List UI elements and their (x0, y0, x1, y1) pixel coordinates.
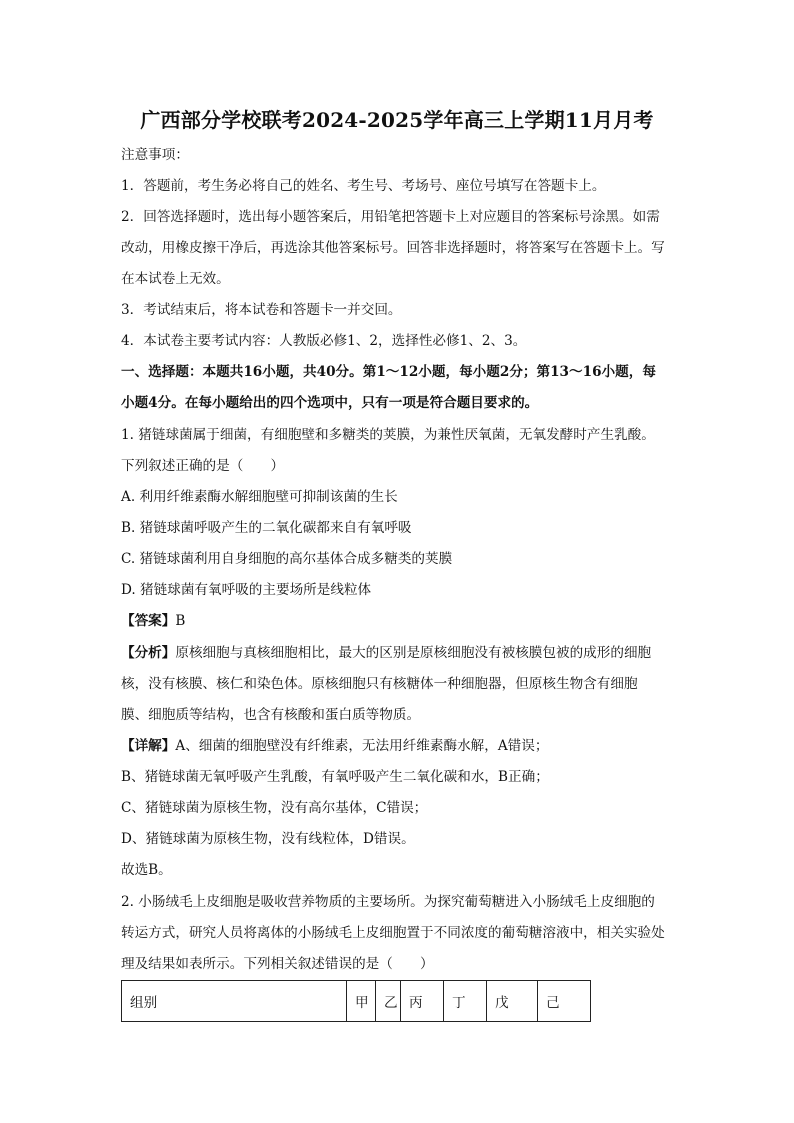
q1-analysis-line3: 膜、细胞质等结构，也含有核酸和蛋白质等物质。 (121, 707, 421, 723)
table-cell-wu: 戊 (487, 981, 538, 1022)
q1-detail-line4: D、猪链球菌为原核生物，没有线粒体，D错误。 (121, 831, 415, 847)
q1-stem-line1: 1. 猪链球菌属于细菌，有细胞壁和多糖类的荚膜，为兼性厌氧菌，无氧发酵时产生乳酸。 (121, 427, 655, 443)
analysis-tag: 【分析】 (121, 645, 176, 661)
q2-stem-line2: 转运方式，研究人员将离体的小肠绒毛上皮细胞置于不同浓度的葡萄糖溶液中，相关实验处 (121, 925, 665, 941)
answer-value: B (175, 613, 186, 629)
q1-detail-line1 (121, 736, 681, 756)
notice-item-1: 1．答题前，考生务必将自己的姓名、考生号、考场号、座位号填写在答题卡上。 (121, 178, 606, 194)
q2-stem-line1: 2. 小肠绒毛上皮细胞是吸收营养物质的主要场所。为探究葡萄糖进入小肠绒毛上皮细胞的 (121, 894, 655, 910)
experiment-table (121, 980, 591, 1022)
notice-item-3: 3．考试结束后，将本试卷和答题卡一并交回。 (121, 302, 402, 318)
q1-option-b: B. 猪链球菌呼吸产生的二氧化碳都来自有氧呼吸 (121, 520, 412, 536)
q2-stem-line3: 理及结果如表所示。下列相关叙述错误的是（ ） (121, 956, 434, 972)
exam-title: 广西部分学校联考2024-2025学年高三上学期11月月考 (140, 108, 654, 132)
table-cell-ji: 己 (538, 981, 591, 1022)
q1-detail-line2: B、猪链球菌无氧呼吸产生乳酸，有氧呼吸产生二氧化碳和水，B正确； (121, 769, 549, 785)
table-cell-ding: 丁 (444, 981, 487, 1022)
notice-heading: 注意事项： (121, 147, 189, 163)
notice-item-2: 2．回答选择题时，选出每小题答案后，用铅笔把答题卡上对应题目的答案标号涂黑。如需 (121, 209, 660, 225)
q1-option-a: A. 利用纤维素酶水解细胞壁可抑制该菌的生长 (121, 489, 398, 505)
table-cell-bing: 丙 (401, 981, 444, 1022)
q1-analysis-line2: 核，没有核膜、核仁和染色体。原核细胞只有核糖体一种细胞器，但原核生物含有细胞 (121, 676, 638, 692)
notice-item-2-end: 在本试卷上无效。 (121, 271, 230, 287)
notice-item-2-cont: 改动，用橡皮擦干净后，再选涂其他答案标号。回答非选择题时，将答案写在答题卡上。写 (121, 240, 665, 256)
section-heading-line1: 一、选择题：本题共16小题，共40分。第1～12小题，每小题2分；第13～16小题，每 (121, 364, 656, 380)
q1-analysis-line1 (121, 643, 681, 663)
section-heading-line2: 小题4分。在每小题给出的四个选项中，只有一项是符合题目要求的。 (121, 395, 539, 411)
notice-item-4: 4．本试卷主要考试内容：人教版必修1、2，选择性必修1、2、3。 (121, 333, 527, 349)
table-cell-yi: 乙 (376, 981, 401, 1022)
q1-option-d: D. 猪链球菌有氧呼吸的主要场所是线粒体 (121, 582, 372, 598)
analysis-text-1: 原核细胞与真核细胞相比，最大的区别是原核细胞没有被核膜包被的成形的细胞 (175, 645, 652, 661)
table-cell-jia: 甲 (347, 981, 376, 1022)
detail-tag: 【详解】 (121, 738, 176, 754)
answer-tag: 【答案】 (121, 613, 176, 629)
q1-answer (121, 611, 681, 631)
q1-stem-line2: 下列叙述正确的是（ ） (121, 458, 285, 474)
table-header-row (122, 981, 591, 1022)
detail-text-1: A、细菌的细胞壁没有纤维素，无法用纤维素酶水解，A错误； (175, 738, 549, 754)
q1-detail-line3: C、猪链球菌为原核生物，没有高尔基体，C错误； (121, 800, 428, 816)
table-cell-group-label: 组别 (122, 981, 347, 1022)
q1-conclusion: 故选B。 (121, 862, 172, 878)
q1-option-c: C. 猪链球菌利用自身细胞的高尔基体合成多糖类的荚膜 (121, 551, 453, 567)
